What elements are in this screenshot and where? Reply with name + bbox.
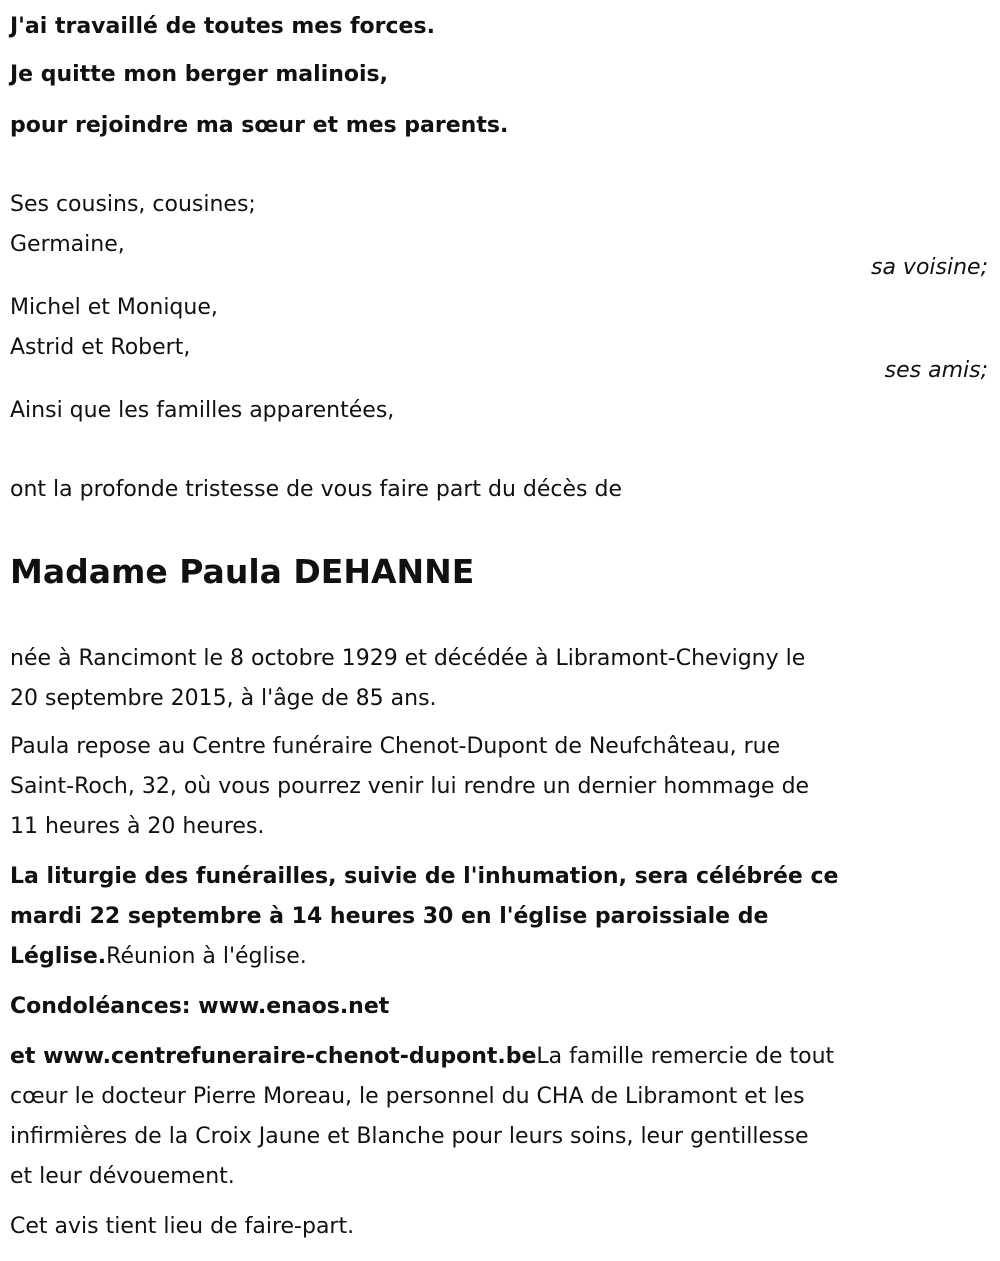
repose-line: Saint-Roch, 32, où vous pourrez venir lui rendre un dernier hommage de	[10, 774, 810, 799]
family-cousins: Ses cousins, cousines;	[10, 192, 256, 217]
family-amis: ses amis;	[884, 358, 988, 383]
family-familles: Ainsi que les familles apparentées,	[10, 398, 395, 423]
family-michel: Michel et Monique,	[10, 295, 218, 320]
thanks-line: et leur dévouement.	[10, 1164, 235, 1189]
announce-text: ont la profonde tristesse de vous faire part du décès de	[10, 477, 622, 502]
thanks-text: La famille remercie de tout	[536, 1044, 835, 1069]
condoleances-text: Condoléances: www.enaos.net	[10, 994, 390, 1019]
family-voisine: sa voisine;	[871, 255, 988, 280]
closing-text: Cet avis tient lieu de faire-part.	[10, 1214, 355, 1239]
website-link[interactable]: et www.centrefuneraire-chenot-dupont.be	[10, 1044, 537, 1069]
repose-line: 11 heures à 20 heures.	[10, 814, 265, 839]
quote-line: Je quitte mon berger malinois,	[10, 62, 389, 87]
liturgy-reunion: Réunion à l'église.	[106, 944, 307, 969]
deceased-name: Madame Paula DEHANNE	[10, 552, 475, 591]
liturgy-line: La liturgie des funérailles, suivie de l'inhumation, sera célébrée ce	[10, 864, 839, 889]
repose-line: Paula repose au Centre funéraire Chenot-Dupont de Neufchâteau, rue	[10, 734, 781, 759]
thanks-line	[10, 1043, 834, 1071]
liturgy-place: Léglise.	[10, 944, 107, 969]
quote-line: pour rejoindre ma sœur et mes parents.	[10, 113, 509, 138]
thanks-line: infirmières de la Croix Jaune et Blanche pour leurs soins, leur gentillesse	[10, 1124, 809, 1149]
liturgy-line: mardi 22 septembre à 14 heures 30 en l'église paroissiale de	[10, 904, 769, 929]
liturgy-line	[10, 943, 307, 971]
birth-line: 20 septembre 2015, à l'âge de 85 ans.	[10, 686, 437, 711]
birth-line: née à Rancimont le 8 octobre 1929 et décédée à Libramont-Chevigny le	[10, 646, 806, 671]
family-astrid: Astrid et Robert,	[10, 335, 191, 360]
family-germaine: Germaine,	[10, 232, 125, 257]
thanks-line: cœur le docteur Pierre Moreau, le personnel du CHA de Libramont et les	[10, 1084, 805, 1109]
quote-line: J'ai travaillé de toutes mes forces.	[10, 14, 435, 39]
